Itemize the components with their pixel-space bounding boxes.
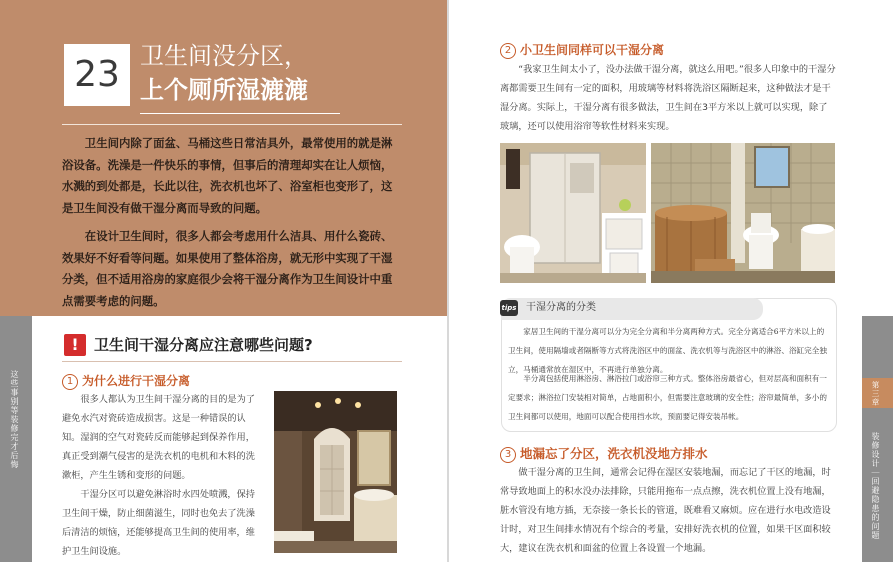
subsection-2-heading (500, 41, 664, 59)
intro-paragraph-1: 卫生间内除了面盆、马桶这些日常洁具外，最常使用的就是淋浴设备。洗澡是一件快乐的事情，但事后的清理却实在让人烦恼，水溅的到处都是，长此以往，洗衣机也坏了、浴室柜也变形了，这是卫生间没有做干湿分离而导致的问题。 (62, 136, 393, 215)
tips-title: 干湿分离的分类 (526, 302, 596, 313)
chapter-tag-label: 第三章 (871, 381, 880, 407)
tips-paragraph-2: 半分离包括使用淋浴房、淋浴拉门或浴帘三种方式。整体浴房最省心，但对层高和面积有一定要求；淋浴拉门安装相对简单，占地面积小，但需要注意玻璃的安全性；浴帘最简单，多小的卫生间都可以使用，地面可以配合使用挡水坎，预面要记得安装吊帐。 (508, 374, 827, 421)
section-title: 卫生间干湿分离应注意哪些问题? (94, 336, 313, 354)
page-gutter (447, 0, 449, 562)
chapter-number: 23 (74, 54, 120, 95)
subsection-1-title: 为什么进行干湿分离 (82, 374, 191, 388)
chapter-title-line2: 上个厕所湿漉漉 (140, 76, 308, 104)
number-circle-icon: 1 (62, 374, 78, 390)
subsection-3-paragraph: 做干湿分离的卫生间，通常会记得在湿区安装地漏，而忘记了干区的地漏，时常导致地面上的积水没办法排除，只能用拖布一点点擦，洗衣机位置上没有地漏，脏水管没有地方插，无奈接一条长长的管道，既难看又麻烦。应在进行水电改造设计时，对卫生间排水情况有个综合的考量，安排好洗衣机的位置，如果干区面积较大，建议在洗衣机和面盆的位置上各设置一个地漏。 (500, 467, 831, 554)
subsection-1-heading (62, 372, 190, 390)
tips-paragraph-1: 家居卫生间的干湿分离可以分为完全分离和半分离两种方式。完全分离适合6平方米以上的卫生间，使用隔墙或者隔断等方式将洗浴区中的面盆、洗衣机等与洗浴区中的淋浴、浴缸完全独立，马桶通常放在湿区中，不再进行单独分离。 (508, 327, 827, 374)
subsection-3-heading (500, 445, 708, 463)
subsection-1-paragraph-1: 很多人都认为卫生间干湿分离的目的是为了避免水汽对瓷砖造成损害。这是一种错误的认知。湿润的空气对瓷砖反而能够起到保养作用，真正受到潮气侵害的是洗衣机的电机和木料的洗漱柜，产生生锈和变形的问题。 (62, 394, 255, 481)
bathroom-photo-classic (274, 391, 397, 553)
warning-icon: ! (64, 334, 86, 356)
number-circle-icon: 2 (500, 43, 516, 59)
subsection-2-paragraph: “我家卫生间太小了，没办法做干湿分离，就这么用吧。”很多人印象中的干湿分离都需要卫生间有一定的面积，用玻璃等材料将洗浴区隔断起来，这种做法才是干湿分离。实际上，干湿分离有很多做法，卫生间在3平方米以上就可以实现，除了玻璃，还可以使用浴帘等软性材料来实现。 (500, 64, 836, 132)
section-divider (62, 361, 402, 362)
chapter-title-line1: 卫生间没分区， (140, 42, 308, 70)
subsection-1-paragraph-2: 干湿分区可以避免淋浴时水四处喷溅，保持卫生间干燥，防止细菌滋生，同时也免去了洗澡后清洁的烦恼，还能够提高卫生间的使用率，维护卫生间设施。 (62, 489, 255, 557)
number-circle-icon: 3 (500, 447, 516, 463)
title-underline (140, 113, 340, 114)
intro-divider (62, 124, 402, 125)
right-strip-label: 装修设计｜回避隐患的问题 (871, 432, 880, 540)
tips-badge-icon: tips (500, 300, 518, 316)
subsection-3-title: 地漏忘了分区，洗衣机没地方排水 (520, 446, 708, 461)
left-strip-label: 这些事别等装修完才后悔 (10, 370, 19, 469)
bathroom-photo-glass-shower (500, 143, 646, 283)
intro-paragraph-2: 在设计卫生间时，很多人都会考虑用什么洁具、用什么瓷砖、效果好不好看等问题。如果使用了整体浴房，就无形中实现了干湿分类，但不适用浴房的家庭很少会将干湿分离作为卫生间设计中重点需要考虑的问题。 (62, 229, 393, 308)
bathroom-photo-wooden-tub (651, 143, 835, 283)
subsection-2-title: 小卫生间同样可以干湿分离 (520, 43, 665, 57)
